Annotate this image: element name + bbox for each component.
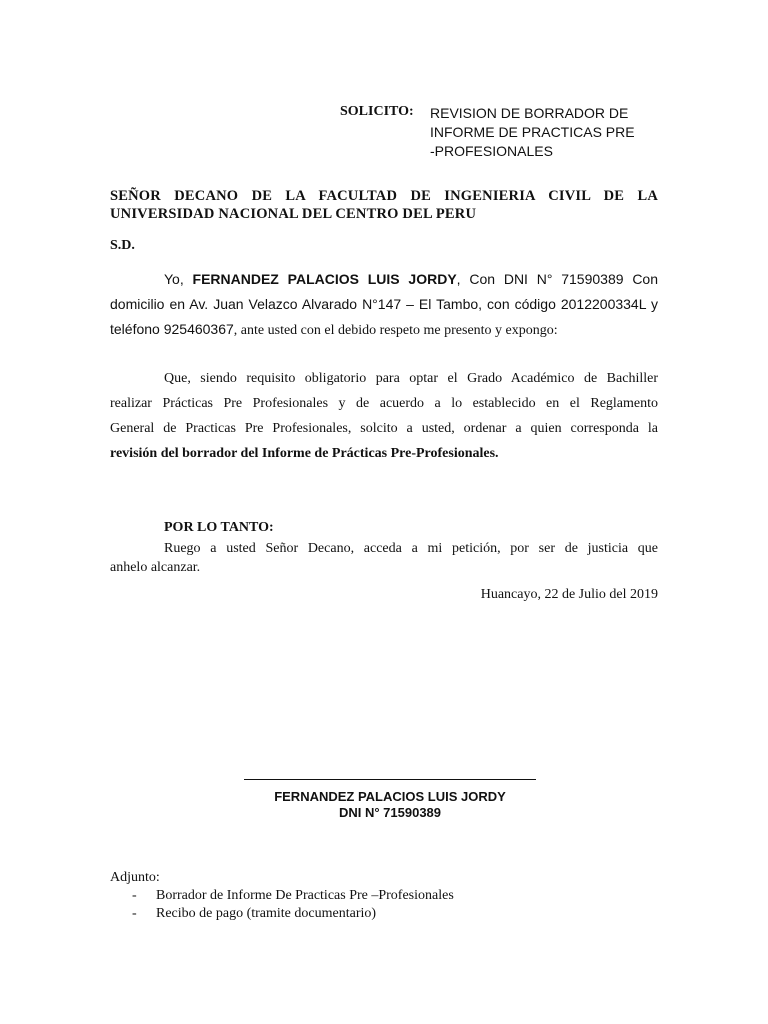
signature-name: FERNANDEZ PALACIOS LUIS JORDY [274,789,506,804]
paragraph-identification [110,267,658,343]
p1-line1-rest: , Con DNI N° 71590389 Con [456,271,658,287]
closing-heading: POR LO TANTO: [164,520,274,535]
addressee-heading: SEÑOR DECANO DE LA FACULTAD DE INGENIERIA CIVIL DE LA UNIVERSIDAD NACIONAL DEL CENTRO DEL PERU [110,188,658,222]
closing-line-2: anhelo alcanzar. [110,560,201,575]
signature-dni: DNI N° 71590389 [338,805,442,820]
p1-line-1 [110,267,658,292]
salutation: S.D. [110,238,135,253]
paragraph-request [110,366,658,466]
p2-line-3: General de Practicas Pre Profesionales, solcito a usted, ordenar a quien corresponda la [110,421,658,436]
attachment-item-label: Recibo de pago (tramite documentario) [156,906,377,921]
p1-line3-rest: , ante usted con el debido respeto me presento y expongo: [233,323,558,338]
closing-paragraph [110,539,658,577]
attachment-item-label: Borrador de Informe De Practicas Pre –Profesionales [156,888,454,903]
signature-line [244,779,536,780]
closing-line-1: Ruego a usted Señor Decano, acceda a mi petición, por ser de justicia que [164,541,658,556]
date-line: Huancayo, 22 de Julio del 2019 [480,587,658,602]
attachment-item [132,905,454,923]
applicant-name: FERNANDEZ PALACIOS LUIS JORDY [192,271,457,287]
solicito-label: SOLICITO: [340,104,414,119]
p2-line-2: realizar Prácticas Pre Profesionales y de acuerdo a lo establecido en el Reglamento [110,396,658,411]
bullet-dash-icon: - [132,906,137,921]
solicito-line-1: REVISION DE BORRADOR DE [430,105,629,121]
attachments-list [132,887,454,923]
p2-bold-request: revisión del borrador del Informe de Prácticas Pre-Profesionales. [110,446,499,461]
attachments-label: Adjunto: [110,870,160,885]
p1-line-3 [110,317,658,343]
solicito-line-2: INFORME DE PRACTICAS PRE [430,124,635,140]
p2-line-1: Que, siendo requisito obligatorio para optar el Grado Académico de Bachiller [164,371,658,386]
p1-line-2: domicilio en Av. Juan Velazco Alvarado N°147 – El Tambo, con código 2012200334L y [110,296,658,312]
p2-line-4 [110,441,658,466]
p1-intro: Yo, [164,271,193,287]
attachment-item [132,887,454,905]
solicito-line-3: -PROFESIONALES [430,143,553,159]
bullet-dash-icon: - [132,888,137,903]
solicito-subject [430,104,635,161]
p1-phone: teléfono 925460367 [110,321,234,337]
